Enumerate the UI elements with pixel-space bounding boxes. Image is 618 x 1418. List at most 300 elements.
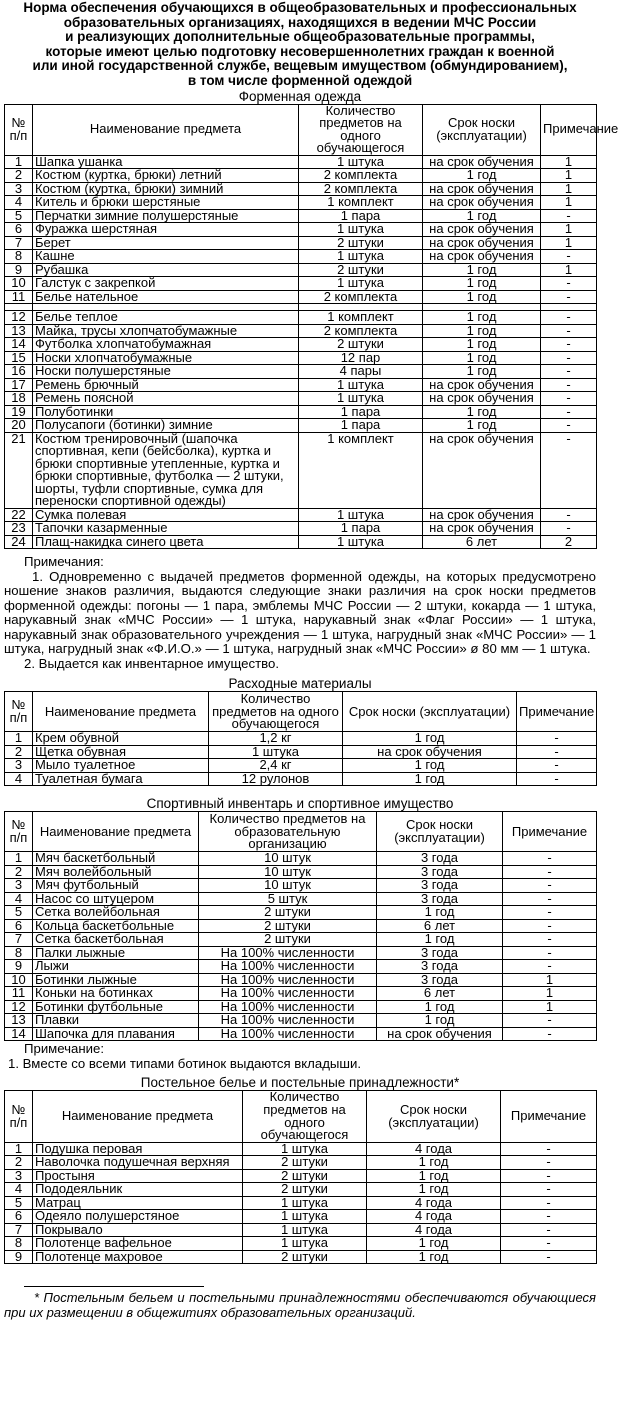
item-term: 6 лет [423,535,541,549]
item-note: - [541,351,597,365]
item-quantity: 1 штука [243,1210,367,1224]
item-name: Костюм (куртка, брюки) летний [33,169,299,183]
table-row [5,1027,597,1041]
item-quantity: 1 штука [299,508,423,522]
row-number: 1 [5,732,33,746]
item-note: - [501,1250,597,1264]
col-header-term: Срок носки (эксплуатации) [423,104,541,155]
item-note: - [541,432,597,508]
item-note: - [541,392,597,406]
table1-caption: Форменная одежда [238,88,362,104]
row-number: 12 [5,311,33,325]
item-note: - [541,338,597,352]
item-quantity: 10 штук [199,865,377,879]
item-name: Носки хлопчатобумажные [33,351,299,365]
item-name: Шапка ушанка [33,155,299,169]
row-number: 7 [5,1223,33,1237]
item-term: 1 год [423,311,541,325]
item-quantity: 1 комплект [299,311,423,325]
row-number: 8 [5,946,33,960]
table2-caption: Расходные материалы [228,676,372,692]
item-name: Перчатки зимние полушерстяные [33,209,299,223]
item-name: Китель и брюки шерстяные [33,196,299,210]
item-name: Насос со штуцером [33,892,199,906]
col-header-note: Примечание [517,692,597,732]
item-quantity: На 100% численности [199,987,377,1001]
row-number: 1 [5,1142,33,1156]
title-line: образовательных организациях, находящихся в ведении МЧС России [63,14,537,30]
document-title [4,1,596,89]
col-header-term: Срок носки (эксплуатации) [377,812,503,852]
footnote-divider [24,1286,204,1287]
item-term: 1 год [367,1183,501,1197]
row-number: 3 [5,759,33,773]
item-name: Костюм тренировочный (шапочка спортивная, кепи (бейсболка), куртка и брюки спортивные утепленные, куртка и брюки спортивные, футболка — 2 штуки, шорты, туфли спортивные, сумка для переноски спортивной одежды) [33,432,299,508]
row-number: 3 [5,879,33,893]
item-term: 1 год [423,419,541,433]
item-quantity: 1 штука [243,1237,367,1251]
row-number: 22 [5,508,33,522]
item-name: Мяч футбольный [33,879,199,893]
item-quantity: 1 штука [299,223,423,237]
sports-table-body [5,852,597,1041]
table-row [5,290,597,304]
item-term: 3 года [377,946,503,960]
item-note: - [503,960,597,974]
item-note: 1 [503,987,597,1001]
item-term: 3 года [377,892,503,906]
item-term: 1 год [423,365,541,379]
item-term: 3 года [377,879,503,893]
item-note: - [503,879,597,893]
item-note: - [541,250,597,264]
item-term: на срок обучения [423,223,541,237]
item-quantity: 1 пара [299,522,423,536]
uniform-table-body-b [5,311,597,549]
item-quantity: 1 пара [299,405,423,419]
item-quantity: На 100% численности [199,946,377,960]
item-note: 1 [541,223,597,237]
item-term: 1 год [377,933,503,947]
col-header-qty: Количество предметов на одного обучающегося [209,692,343,732]
item-quantity: 1 комплект [299,196,423,210]
row-number: 1 [5,852,33,866]
col-header-name: Наименование предмета [33,104,299,155]
item-name: Одеяло полушерстяное [33,1210,243,1224]
item-name: Коньки на ботинках [33,987,199,1001]
item-note: - [503,1027,597,1041]
row-number: 2 [5,1156,33,1170]
table-row [5,432,597,508]
item-term: 6 лет [377,919,503,933]
item-term: 1 год [377,1000,503,1014]
item-quantity: 2 штуки [299,338,423,352]
item-term: на срок обучения [423,236,541,250]
item-note: - [501,1169,597,1183]
item-term: 1 год [377,1014,503,1028]
item-term: 3 года [377,973,503,987]
item-name: Берет [33,236,299,250]
item-note: - [517,759,597,773]
item-note: 1 [541,196,597,210]
item-note: - [501,1183,597,1197]
sports-notes [4,1042,596,1071]
item-name: Плащ-накидка синего цвета [33,535,299,549]
item-term: на срок обучения [343,745,517,759]
item-name: Полусапоги (ботинки) зимние [33,419,299,433]
item-term: 1 год [423,338,541,352]
col-header-note: Примечание [541,104,597,155]
item-note: - [503,933,597,947]
item-note: - [541,378,597,392]
item-quantity: 2 штуки [199,933,377,947]
item-name: Шапочка для плавания [33,1027,199,1041]
item-name: Туалетная бумага [33,772,209,786]
item-name: Покрывало [33,1223,243,1237]
item-name: Подушка перовая [33,1142,243,1156]
item-term: на срок обучения [423,378,541,392]
item-term: 4 года [367,1223,501,1237]
item-quantity: На 100% численности [199,1014,377,1028]
item-quantity: 1 штука [243,1223,367,1237]
item-term: на срок обучения [423,155,541,169]
item-name: Простыня [33,1169,243,1183]
row-number: 7 [5,236,33,250]
row-number: 17 [5,378,33,392]
item-quantity: 2 штуки [243,1183,367,1197]
item-note: - [501,1142,597,1156]
item-quantity: 5 штук [199,892,377,906]
item-note: - [517,772,597,786]
item-name: Ремень поясной [33,392,299,406]
item-note: - [541,290,597,304]
item-term: 3 года [377,865,503,879]
row-number: 4 [5,892,33,906]
row-number: 2 [5,169,33,183]
item-name: Мяч баскетбольный [33,852,199,866]
note-2: 2. Выдается как инвентарное имущество. [24,655,279,671]
item-quantity: 2 штуки [243,1169,367,1183]
row-number: 6 [5,1210,33,1224]
item-note: - [503,906,597,920]
item-quantity: 2 комплекта [299,182,423,196]
item-term: на срок обучения [423,392,541,406]
item-term: на срок обучения [423,250,541,264]
item-quantity: 10 штук [199,879,377,893]
item-note: 1 [503,1000,597,1014]
uniform-table-body-a [5,155,597,304]
item-note: - [541,419,597,433]
col-header-name: Наименование предмета [33,1091,243,1142]
row-number: 2 [5,865,33,879]
item-name: Майка, трусы хлопчатобумажные [33,324,299,338]
row-number: 8 [5,1237,33,1251]
item-name: Щетка обувная [33,745,209,759]
item-term: 1 год [367,1156,501,1170]
item-name: Матрац [33,1196,243,1210]
title-line: и реализующих дополнительные общеобразовательные программы, [65,29,535,45]
item-name: Сумка полевая [33,508,299,522]
row-number: 23 [5,522,33,536]
item-quantity: 2,4 кг [209,759,343,773]
item-quantity: 1 штука [299,535,423,549]
item-note: - [503,852,597,866]
item-quantity: 2 штуки [299,236,423,250]
item-name: Белье нательное [33,290,299,304]
item-term: 4 года [367,1142,501,1156]
item-note: 2 [541,535,597,549]
item-note: - [503,919,597,933]
row-number: 20 [5,419,33,433]
footnote: * Постельным бельем и постельными принадлежностями обеспечиваются обучающиеся при их размещении в общежитиях образовательных организаций. [4,1290,596,1320]
row-number: 5 [5,906,33,920]
row-number: 16 [5,365,33,379]
item-name: Ботинки лыжные [33,973,199,987]
item-name: Пододеяльник [33,1183,243,1197]
col-header-num: № п/п [5,812,33,852]
consumables-table [4,691,597,786]
item-term: на срок обучения [423,522,541,536]
item-name: Футболка хлопчатобумажная [33,338,299,352]
title-line: которые имеют целью подготовку несовершеннолетних граждан к военной [45,43,555,59]
item-quantity: 1 штука [299,392,423,406]
item-term: на срок обучения [423,196,541,210]
col-header-qty: Количество предметов на образовательную организацию [199,812,377,852]
item-name: Тапочки казарменные [33,522,299,536]
item-term: на срок обучения [423,432,541,508]
item-quantity: 12 пар [299,351,423,365]
item-quantity: 1 пара [299,419,423,433]
item-term: 1 год [423,324,541,338]
item-name: Полуботинки [33,405,299,419]
item-quantity: 1 комплект [299,432,423,508]
row-number: 2 [5,745,33,759]
item-quantity: 12 рулонов [209,772,343,786]
note-1: 1. Одновременно с выдачей предметов форменной одежды, на которых предусмотрено ношение знаков различия, выдаются следующие знаки различия на срок носки предметов форменной одежды: погоны — 1 пара, эмблемы МЧС России — 2 штуки, кокарда — 1 штука, нарукавный знак «МЧС России» — 1 штука, нарукавный знак «Флаг России» — 1 штука, нарукавный знак образовательного учреждения — 1 штука, нагрудный знак «МЧС России» — 1 штука, нагрудный знак «Ф.И.О.» — 1 штука, нагрудный знак «МЧС России» ø 80 мм — 1 штука. [4,568,596,657]
item-quantity: 2 комплекта [299,169,423,183]
item-name: Полотенце вафельное [33,1237,243,1251]
item-name: Фуражка шерстяная [33,223,299,237]
item-quantity: 1,2 кг [209,732,343,746]
item-name: Ремень брючный [33,378,299,392]
item-name: Ботинки футбольные [33,1000,199,1014]
col-header-note: Примечание [501,1091,597,1142]
item-note: 1 [541,263,597,277]
item-note: - [541,365,597,379]
row-number: 8 [5,250,33,264]
item-name: Полотенце махровое [33,1250,243,1264]
col-header-num: № п/п [5,104,33,155]
row-number: 3 [5,1169,33,1183]
col-header-num: № п/п [5,692,33,732]
item-note: - [541,311,597,325]
col-header-name: Наименование предмета [33,812,199,852]
item-name: Палки лыжные [33,946,199,960]
item-quantity: На 100% численности [199,1027,377,1041]
row-number: 5 [5,1196,33,1210]
item-quantity: 2 штуки [199,906,377,920]
item-term: на срок обучения [423,508,541,522]
row-number: 9 [5,263,33,277]
item-term: 1 год [367,1250,501,1264]
item-note: - [503,865,597,879]
item-name: Галстук с закрепкой [33,277,299,291]
item-note: 1 [541,182,597,196]
item-note: - [541,277,597,291]
item-note: - [541,324,597,338]
item-quantity: 2 комплекта [299,290,423,304]
item-term: на срок обучения [377,1027,503,1041]
item-note: - [501,1156,597,1170]
item-name: Белье теплое [33,311,299,325]
table-row [5,535,597,549]
notes-heading: Примечание: [24,1041,104,1057]
item-name: Рубашка [33,263,299,277]
row-number: 19 [5,405,33,419]
bedding-table-body [5,1142,597,1264]
row-number: 4 [5,1183,33,1197]
item-quantity: На 100% численности [199,1000,377,1014]
row-number: 4 [5,196,33,210]
row-number: 5 [5,209,33,223]
row-number: 4 [5,772,33,786]
item-quantity: 2 комплекта [299,324,423,338]
item-quantity: 1 штука [209,745,343,759]
item-quantity: 1 пара [299,209,423,223]
item-quantity: 2 штуки [299,263,423,277]
item-name: Крем обувной [33,732,209,746]
item-note: - [503,946,597,960]
item-note: 1 [503,973,597,987]
row-number: 11 [5,987,33,1001]
item-note: 1 [541,155,597,169]
row-number: 15 [5,351,33,365]
row-number: 14 [5,1027,33,1041]
item-term: 1 год [343,732,517,746]
col-header-term: Срок носки (эксплуатации) [343,692,517,732]
item-term: 1 год [423,169,541,183]
row-number: 11 [5,290,33,304]
item-term: 1 год [377,906,503,920]
item-note: - [541,405,597,419]
consumables-table-body [5,732,597,786]
item-name: Лыжи [33,960,199,974]
col-header-term: Срок носки (эксплуатации) [367,1091,501,1142]
title-line: в том числе форменной одеждой [187,72,413,88]
title-line: или иной государственной службе, вещевым имуществом (обмундированием), [32,58,568,74]
item-term: 1 год [367,1169,501,1183]
row-number: 7 [5,933,33,947]
item-note: - [541,508,597,522]
row-number: 10 [5,277,33,291]
item-quantity: 1 штука [299,250,423,264]
row-number: 3 [5,182,33,196]
col-header-qty: Количество предметов на одного обучающегося [299,104,423,155]
notes-heading: Примечания: [24,554,104,570]
item-name: Сетка баскетбольная [33,933,199,947]
item-term: на срок обучения [423,182,541,196]
title-line: Норма обеспечения обучающихся в общеобразовательных и профессиональных [23,0,577,15]
table-row [5,250,597,264]
item-note: 1 [541,169,597,183]
item-note: - [503,892,597,906]
item-quantity: На 100% численности [199,960,377,974]
row-number: 9 [5,960,33,974]
item-term: 4 года [367,1210,501,1224]
table-row [5,772,597,786]
row-number: 14 [5,338,33,352]
item-name: Мяч волейбольный [33,865,199,879]
row-number: 6 [5,223,33,237]
item-note: - [517,732,597,746]
item-quantity: 1 штука [243,1142,367,1156]
col-header-note: Примечание [503,812,597,852]
item-term: 1 год [367,1237,501,1251]
row-number: 13 [5,324,33,338]
item-term: 6 лет [377,987,503,1001]
table4-caption: Постельное белье и постельные принадлежности* [140,1075,460,1091]
row-number: 24 [5,535,33,549]
col-header-qty: Количество предметов на одного обучающегося [243,1091,367,1142]
item-term: 3 года [377,852,503,866]
item-quantity: 1 штука [299,277,423,291]
item-quantity: 2 штуки [243,1250,367,1264]
item-quantity: На 100% численности [199,973,377,987]
item-name: Костюм (куртка, брюки) зимний [33,182,299,196]
row-number: 10 [5,973,33,987]
row-number: 12 [5,1000,33,1014]
item-note: - [541,522,597,536]
item-term: 4 года [367,1196,501,1210]
item-name: Наволочка подушечная верхняя [33,1156,243,1170]
col-header-num: № п/п [5,1091,33,1142]
item-name: Кольца баскетбольные [33,919,199,933]
row-number: 1 [5,155,33,169]
item-note: - [503,1014,597,1028]
item-name: Носки полушерстяные [33,365,299,379]
item-note: - [517,745,597,759]
item-quantity: 2 штуки [243,1156,367,1170]
item-term: 1 год [423,290,541,304]
row-number: 21 [5,432,33,508]
item-quantity: 4 пары [299,365,423,379]
item-term: 1 год [343,759,517,773]
item-quantity: 2 штуки [199,919,377,933]
item-quantity: 1 штука [243,1196,367,1210]
item-name: Кашне [33,250,299,264]
item-quantity: 1 штука [299,378,423,392]
sports-table [4,811,597,1041]
item-quantity: 1 штука [299,155,423,169]
item-note: - [501,1237,597,1251]
item-term: 3 года [377,960,503,974]
uniform-notes [4,555,596,671]
item-note: - [501,1223,597,1237]
col-header-name: Наименование предмета [33,692,209,732]
item-term: 1 год [343,772,517,786]
row-number: 9 [5,1250,33,1264]
item-name: Сетка волейбольная [33,906,199,920]
item-name: Мыло туалетное [33,759,209,773]
row-number: 13 [5,1014,33,1028]
table-row [5,1250,597,1264]
uniform-table [4,102,618,550]
document [4,0,618,1321]
item-quantity: 10 штук [199,852,377,866]
bedding-table [4,1090,597,1264]
item-term: 1 год [423,263,541,277]
item-term: 1 год [423,277,541,291]
